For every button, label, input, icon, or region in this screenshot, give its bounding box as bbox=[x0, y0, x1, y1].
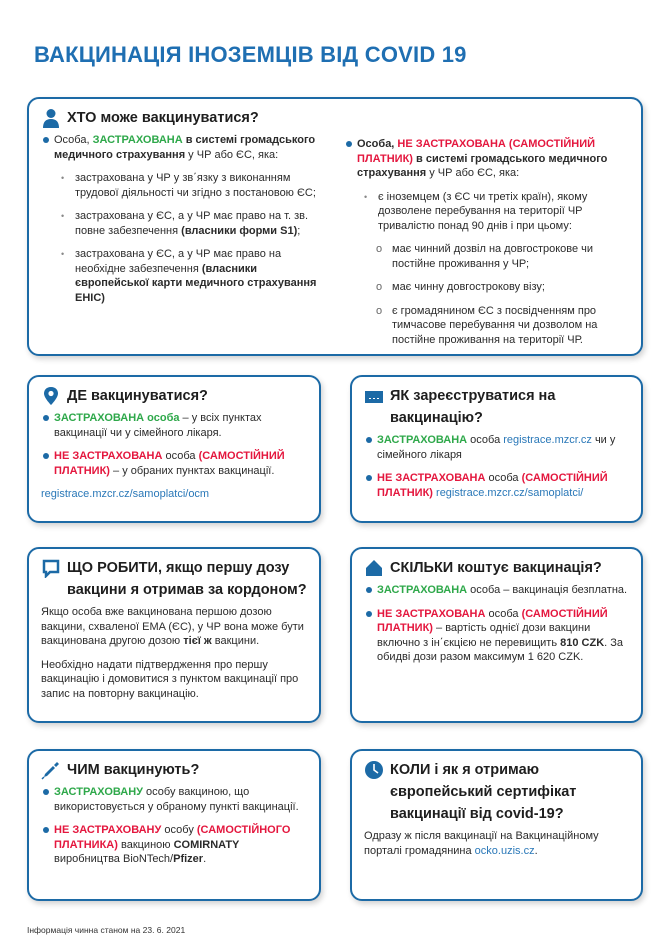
box-title: ЩО РОБИТИ, якщо першу дозу вакцини я отримав за кордоном? bbox=[67, 560, 307, 598]
box-title: ДЕ вакцинуватися? bbox=[67, 388, 208, 404]
box-body bbox=[41, 605, 307, 701]
paragraph bbox=[41, 487, 307, 502]
box-abroad bbox=[27, 547, 321, 723]
text-segment: – у обраних пунктах вакцинації. bbox=[109, 464, 275, 477]
text-segment: COMIRNATY bbox=[173, 838, 240, 851]
text-segment: НЕ ЗАСТРАХОВАНА bbox=[377, 607, 486, 620]
who-uninsured-column bbox=[344, 133, 629, 356]
text-segment: ; bbox=[297, 224, 301, 237]
box-title: ХТО може вакцинуватися? bbox=[67, 110, 259, 126]
box-title: ЧИМ вакцинують? bbox=[67, 762, 200, 778]
text-segment: вакцини. bbox=[211, 635, 260, 647]
text-segment: вакциною bbox=[117, 838, 174, 851]
text-segment: у ЧР або ЄС, яка: bbox=[426, 167, 520, 179]
text-segment: тієї ж bbox=[183, 635, 212, 647]
text-segment: (власники форми S1) bbox=[181, 224, 298, 237]
text-segment: (САМОСТІЙНИЙ ПЛАТНИК) bbox=[377, 607, 608, 634]
text-segment: . bbox=[534, 844, 538, 857]
box-body bbox=[41, 411, 307, 502]
link[interactable]: registrace.mzcr.cz/samoplatci/ bbox=[436, 486, 584, 499]
text-segment: – вартість однієї дози вакцини включно з ін΄єкцією не перевищить bbox=[377, 622, 591, 649]
text-segment: особа – вакцинація безплатна. bbox=[467, 584, 628, 596]
text-segment: Необхідно надати підтвердження про першу вакцинацію і домовитися з пунктом вакцинації про запис на повторну вакцинацію. bbox=[41, 658, 299, 700]
box-body bbox=[364, 829, 629, 858]
text-segment: є громадянином ЄС з посвідченням про тимчасове перебування чи дозволом на постійне проживання на території ЧР. bbox=[392, 304, 598, 346]
text-segment: ЗАСТРАХОВАНА bbox=[377, 434, 468, 446]
text-segment: (САМОСТІЙНОГО ПЛАТНИКА) bbox=[54, 824, 291, 851]
text-segment: (власники європейської карти медичного страхування EHIC) bbox=[75, 262, 317, 304]
list-item bbox=[41, 171, 326, 200]
box-title: КОЛИ і як я отримаю європейський сертифікат вакцинації від covid-19? bbox=[390, 762, 577, 822]
link[interactable]: registrace.mzcr.cz bbox=[503, 434, 592, 446]
text-segment: Pfizer bbox=[173, 853, 204, 865]
text-segment: ЗАСТРАХОВАНА bbox=[377, 584, 468, 596]
list-item bbox=[41, 411, 307, 440]
text-segment: ЗАСТРАХОВАНА особа bbox=[54, 412, 180, 424]
text-segment: має чинний дозвіл на довгострокове чи постійне проживання у ЧР; bbox=[392, 243, 594, 270]
text-segment: Особа, bbox=[54, 134, 93, 146]
house-icon bbox=[364, 558, 384, 578]
validity-note: Інформація чинна станом на 23. 6. 2021 bbox=[27, 925, 186, 935]
text-segment: . За обидві дози разом максимум 1 620 CZK. bbox=[377, 636, 624, 663]
text-segment: . bbox=[203, 853, 207, 865]
box-cost bbox=[350, 547, 643, 723]
list-item bbox=[344, 137, 629, 181]
text-segment: особа bbox=[162, 450, 199, 462]
box-vaccine bbox=[27, 749, 321, 901]
list-item bbox=[344, 190, 629, 234]
text-segment: застрахована у ЄС, а у ЧР має право на т. зв. повне забезпечення bbox=[75, 210, 309, 237]
box-where bbox=[27, 375, 321, 523]
list-item bbox=[41, 823, 307, 867]
list-item bbox=[364, 583, 629, 598]
list-item bbox=[344, 280, 629, 295]
box-body bbox=[364, 583, 629, 665]
box-certificate bbox=[350, 749, 643, 901]
text-segment: є іноземцем (з ЄС чи третіх країн), якому дозволене перебування на території ЧР тривалістю понад 90 днів і при цьому: bbox=[378, 190, 588, 232]
who-insured-column bbox=[41, 133, 326, 356]
text-segment: НЕ ЗАСТРАХОВАНУ bbox=[54, 824, 162, 836]
paragraph bbox=[41, 605, 307, 649]
paragraph bbox=[364, 829, 629, 858]
text-segment: 810 CZK bbox=[560, 636, 605, 649]
page-title: ВАКЦИНАЦІЯ ІНОЗЕМЦІВ ВІД COVID 19 bbox=[34, 42, 467, 67]
text-segment: виробництва BioNTech/ bbox=[54, 853, 174, 865]
box-title: ЯК зареєструватися на вакцинацію? bbox=[390, 388, 556, 426]
list-item bbox=[364, 433, 629, 462]
text-segment: НЕ ЗАСТРАХОВАНА bbox=[54, 450, 163, 462]
text-segment: (САМОСТІЙНИЙ ПЛАТНИК) bbox=[377, 472, 608, 499]
text-segment: чи у сімейного лікаря bbox=[377, 434, 616, 461]
list-item bbox=[344, 304, 629, 348]
text-segment: (САМОСТІЙНИЙ ПЛАТНИК) bbox=[54, 450, 285, 477]
list-item bbox=[41, 133, 326, 162]
text-segment: НЕ ЗАСТРАХОВАНА (САМОСТІЙНИЙ ПЛАТНИК) bbox=[357, 138, 596, 165]
text-segment: Одразу ж після вакцинації на Вакцинаційному порталі громадянина bbox=[364, 830, 599, 857]
paragraph bbox=[41, 658, 307, 702]
text-segment: має чинну довгострокову візу; bbox=[392, 281, 545, 293]
text-segment: ЗАСТРАХОВАНА bbox=[92, 134, 183, 146]
box-body bbox=[41, 785, 307, 867]
text-segment: особа bbox=[467, 434, 504, 446]
clock-icon bbox=[364, 760, 384, 780]
box-register bbox=[350, 375, 643, 523]
text-segment: – у всіх пунктах вакцинації чи у сімейного лікаря. bbox=[54, 412, 262, 439]
list-item bbox=[41, 247, 326, 305]
text-segment: застрахована у ЄС, а у ЧР має право на необхідне забезпечення bbox=[75, 248, 282, 275]
list-item bbox=[364, 607, 629, 665]
text-segment: особу bbox=[161, 824, 197, 836]
text-segment: Якщо особа вже вакцинована першою дозою вакцини, схваленої EMA (ЄС), у ЧР вона може бути вакцинована другою дозою bbox=[41, 606, 304, 647]
text-segment: Особа, bbox=[357, 138, 398, 150]
chat-bubble-icon bbox=[41, 558, 61, 578]
location-pin-icon bbox=[41, 386, 61, 406]
link[interactable]: ocko.uzis.cz bbox=[474, 844, 535, 857]
list-item bbox=[41, 449, 307, 478]
link[interactable]: registrace.mzcr.cz/samoplatci/ocm bbox=[41, 488, 210, 500]
text-segment: застрахована у ЧР у зв΄язку з виконанням трудової діяльності чи згідно з постановою ЄС; bbox=[75, 172, 316, 199]
text-segment: в системі громадського медичного страхування bbox=[54, 134, 316, 161]
keyboard-icon bbox=[364, 386, 384, 406]
text-segment: особа bbox=[485, 607, 522, 620]
list-item bbox=[41, 209, 326, 238]
text-segment: в системі громадського медичного страхування bbox=[357, 152, 608, 179]
box-body bbox=[364, 433, 629, 500]
list-item bbox=[344, 242, 629, 271]
box-who bbox=[27, 97, 643, 356]
text-segment: особа bbox=[485, 472, 522, 484]
text-segment: НЕ ЗАСТРАХОВАНА bbox=[377, 472, 486, 484]
box-title: СКІЛЬКИ коштує вакцинація? bbox=[390, 560, 602, 576]
list-item bbox=[41, 785, 307, 814]
person-icon bbox=[41, 108, 61, 128]
list-item bbox=[364, 471, 629, 500]
syringe-icon bbox=[41, 760, 61, 780]
text-segment: ЗАСТРАХОВАНУ bbox=[54, 786, 143, 798]
text-segment: особу вакциною, що використовується у обраному пункті вакцинації. bbox=[54, 786, 299, 813]
text-segment: у ЧР або ЄС, яка: bbox=[185, 148, 279, 161]
